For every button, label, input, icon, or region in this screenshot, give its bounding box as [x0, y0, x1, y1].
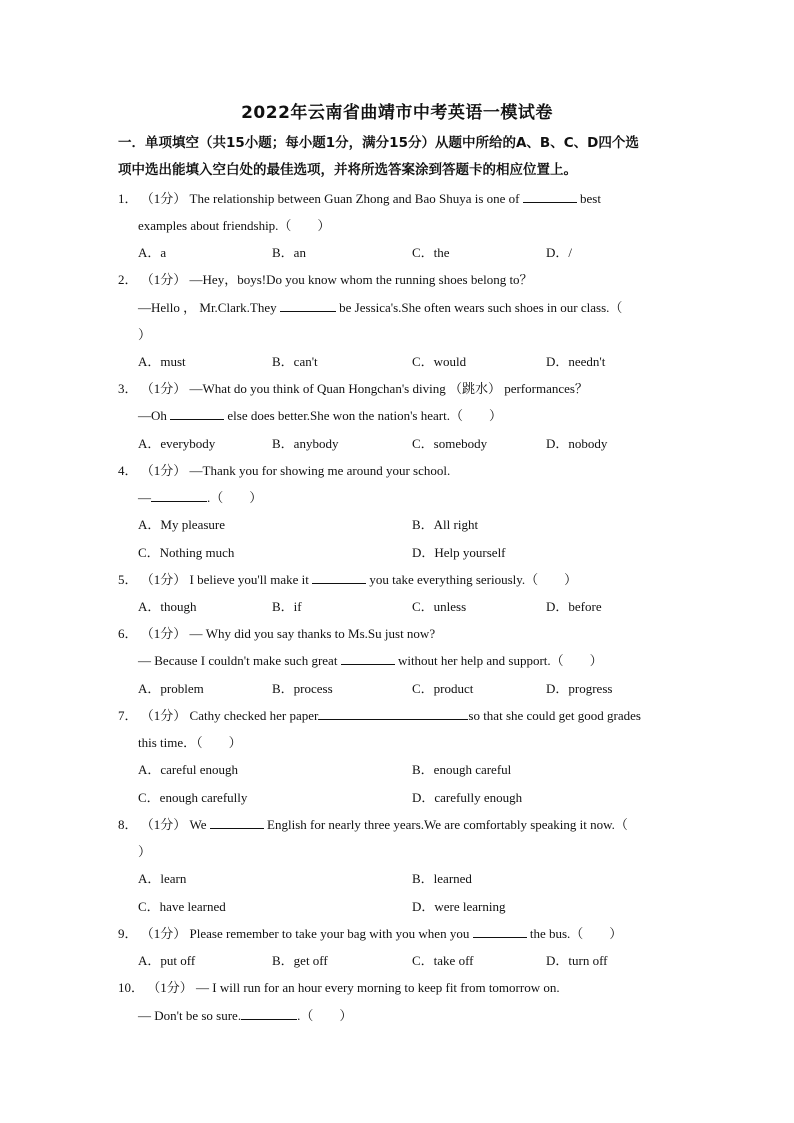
option-c[interactable]: C．the	[412, 245, 450, 260]
option-a[interactable]: A．problem	[138, 681, 204, 696]
question-number: 4．	[118, 463, 138, 478]
question-text: — Don't be so sure.	[138, 1008, 242, 1023]
question-number: 2．	[118, 272, 138, 287]
option-c[interactable]: C．enough carefully	[138, 790, 248, 805]
question-text-cont: best	[580, 191, 601, 206]
question-text-cont: .（ ）	[297, 1008, 353, 1023]
option-c[interactable]: C．somebody	[412, 436, 488, 451]
answer-blank	[473, 925, 527, 938]
question-1-line-2: examples about friendship.（ ）	[138, 218, 331, 233]
question-6-line-2	[138, 652, 603, 670]
question-number: 3．	[118, 381, 138, 396]
option-b[interactable]: B．learned	[412, 871, 472, 886]
question-number: 8．	[118, 817, 138, 832]
answer-blank	[318, 707, 468, 720]
question-3-line-2	[138, 407, 502, 425]
question-score: （1分）	[140, 463, 187, 478]
question-4-line-2	[138, 489, 262, 507]
question-number: 10．	[118, 980, 145, 995]
option-d[interactable]: D．were learning	[412, 899, 506, 914]
question-1	[118, 190, 601, 208]
answer-blank	[241, 1007, 297, 1020]
option-b[interactable]: B．anybody	[272, 436, 339, 451]
option-b[interactable]: B．an	[272, 245, 306, 260]
option-d[interactable]: D．/	[546, 245, 573, 260]
option-c[interactable]: C．would	[412, 354, 467, 369]
option-b[interactable]: B．enough careful	[412, 762, 512, 777]
question-7	[118, 707, 641, 725]
question-2	[118, 271, 533, 289]
question-6	[118, 625, 435, 643]
option-a[interactable]: A．must	[138, 354, 186, 369]
question-score: （1分）	[140, 626, 187, 641]
option-d[interactable]: D．Help yourself	[412, 545, 506, 560]
answer-blank	[312, 571, 366, 584]
section-instructions	[118, 130, 678, 184]
option-b[interactable]: B．get off	[272, 953, 328, 968]
option-c[interactable]: C．unless	[412, 599, 467, 614]
question-8	[118, 816, 628, 834]
question-score: （1分）	[140, 926, 187, 941]
question-text-cont: else does better.She won the nation's heart.（ ）	[227, 408, 502, 423]
question-text: The relationship between Guan Zhong and Bao Shuya is one of	[189, 191, 520, 206]
page-title: 2022年云南省曲靖市中考英语一模试卷	[241, 103, 553, 123]
question-text: — I will run for an hour every morning to keep fit from tomorrow on.	[196, 980, 560, 995]
question-text: —Thank you for showing me around your school.	[189, 463, 451, 478]
answer-blank	[341, 652, 395, 665]
option-d[interactable]: D．turn off	[546, 953, 608, 968]
option-d[interactable]: D．nobody	[546, 436, 608, 451]
option-a[interactable]: A．My pleasure	[138, 517, 226, 532]
option-d[interactable]: D．carefully enough	[412, 790, 523, 805]
option-b[interactable]: B．can't	[272, 354, 318, 369]
option-d[interactable]: D．progress	[546, 681, 613, 696]
answer-blank	[523, 190, 577, 203]
question-9	[118, 925, 622, 943]
question-text: —Hey，boys!Do you know whom the running shoes belong to？	[189, 272, 533, 287]
answer-blank	[280, 299, 336, 312]
option-c[interactable]: C．Nothing much	[138, 545, 235, 560]
question-text: — Why did you say thanks to Ms.Su just now?	[189, 626, 436, 641]
question-text-cont: so that she could get good grades	[468, 708, 641, 723]
question-7-line-2: this time．（ ）	[138, 735, 242, 750]
question-8-line-2: ）	[138, 844, 152, 859]
answer-blank	[170, 407, 224, 420]
question-4	[118, 462, 450, 480]
question-text-cont: .（ ）	[207, 490, 263, 505]
question-number: 7．	[118, 708, 138, 723]
option-c[interactable]: C．product	[412, 681, 474, 696]
question-2-line-3: ）	[138, 327, 152, 342]
question-text: Cathy checked her paper	[189, 708, 319, 723]
option-b[interactable]: B．process	[272, 681, 333, 696]
question-number: 9．	[118, 926, 138, 941]
question-text: — Because I couldn't make such great	[138, 653, 338, 668]
option-c[interactable]: C．take off	[412, 953, 474, 968]
question-score: （1分）	[140, 381, 187, 396]
question-number: 5．	[118, 572, 138, 587]
question-3	[118, 380, 588, 398]
option-c[interactable]: C．have learned	[138, 899, 226, 914]
question-text-cont: without her help and support.（ ）	[397, 653, 603, 668]
option-a[interactable]: A．a	[138, 245, 167, 260]
section-line-2: 项中选出能填入空白处的最佳选项，并将所选答案涂到答题卡的相应位置上。	[118, 162, 577, 178]
answer-blank	[210, 816, 264, 829]
question-text-cont: you take everything seriously.（ ）	[369, 572, 578, 587]
question-text: We	[189, 817, 207, 832]
option-d[interactable]: D．needn't	[546, 354, 606, 369]
question-score: （1分）	[140, 191, 187, 206]
question-text-cont: the bus.（ ）	[529, 926, 623, 941]
option-a[interactable]: A．though	[138, 599, 197, 614]
question-score: （1分）	[140, 708, 187, 723]
question-text: I believe you'll make it	[189, 572, 309, 587]
question-text: —Oh	[138, 408, 167, 423]
question-score: （1分）	[140, 817, 187, 832]
question-2-line-2	[138, 299, 622, 317]
question-score: （1分）	[140, 572, 187, 587]
option-a[interactable]: A．careful enough	[138, 762, 238, 777]
question-number: 1．	[118, 191, 138, 206]
question-5	[118, 571, 577, 589]
answer-blank	[151, 489, 207, 502]
section-line-1: 一．单项填空（共15小题；每小题1分，满分15分）从题中所给的A、B、C、D四个选	[118, 135, 639, 151]
question-10-line-2	[138, 1007, 352, 1025]
option-d[interactable]: D．before	[546, 599, 602, 614]
question-number: 6．	[118, 626, 138, 641]
option-a[interactable]: A．learn	[138, 871, 187, 886]
option-a[interactable]: A．everybody	[138, 436, 216, 451]
question-text: —	[138, 490, 151, 505]
question-score: （1分）	[147, 980, 193, 995]
question-text-cont: be Jessica's.She often wears such shoes in our class.（	[339, 300, 623, 315]
option-b[interactable]: B．if	[272, 599, 302, 614]
option-b[interactable]: B．All right	[412, 517, 479, 532]
option-a[interactable]: A．put off	[138, 953, 196, 968]
question-10	[118, 979, 560, 997]
question-text: —What do you think of Quan Hongchan's diving （跳水） performances？	[189, 381, 588, 396]
question-text: —Hello ， Mr.Clark.They	[138, 300, 277, 315]
question-text: Please remember to take your bag with you when you	[189, 926, 470, 941]
question-text-cont: English for nearly three years.We are comfortably speaking it now.（	[267, 817, 628, 832]
question-score: （1分）	[140, 272, 187, 287]
